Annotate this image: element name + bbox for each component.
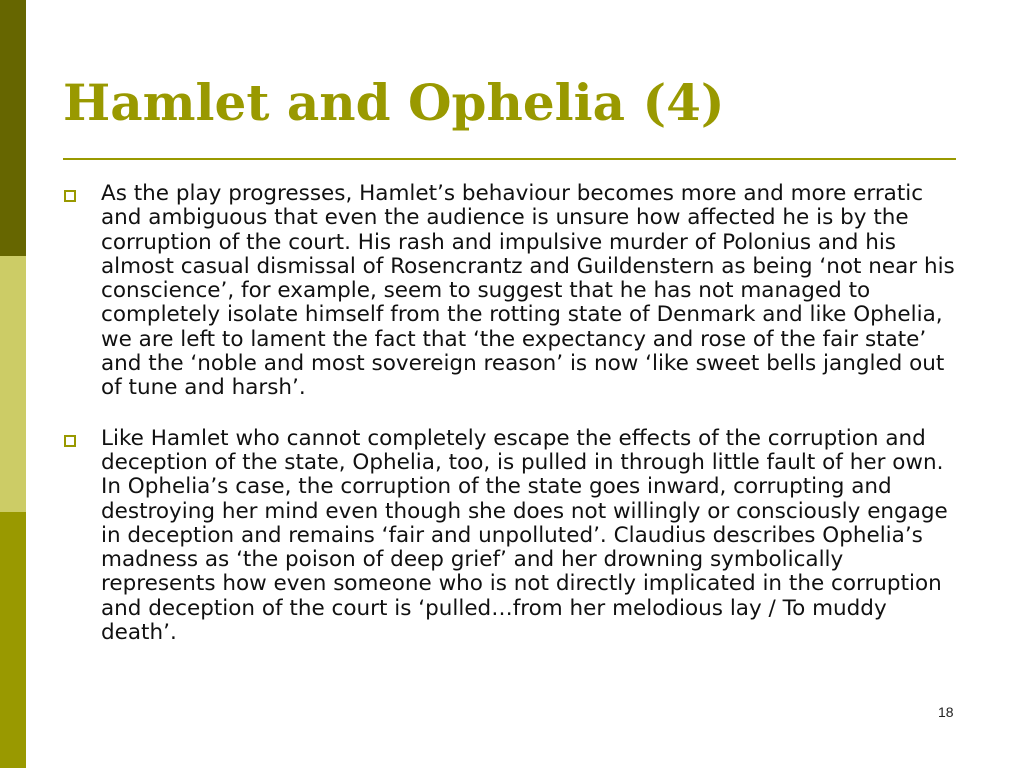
bullet-item-1 xyxy=(64,182,964,401)
bullet-item-2 xyxy=(64,427,964,646)
bullet-text-2: Like Hamlet who cannot completely escape the effects of the corruption and deception of the state, Ophelia, too, is pulled in through little fault of her own. In Ophelia’s case, the corruption of the state goes inward, corrupting and destroying her mind even though she does not willingly or consciously engage in deception and remains ‘fair and unpolluted’. Claudius describes Ophelia’s madness as ‘the poison of deep grief’ and her drowning symbolically represents how even someone who is not directly implicated in the corruption and deception of the court is ‘pulled…from her melodious lay / To muddy death’. xyxy=(101,425,948,646)
bullet-list xyxy=(64,182,964,645)
side-band-top xyxy=(0,0,26,256)
slide-title: Hamlet and Ophelia (4) xyxy=(63,73,725,132)
hollow-square-bullet-icon xyxy=(64,190,76,202)
side-band-middle xyxy=(0,256,26,512)
slide-page-number: 18 xyxy=(938,704,954,720)
bullet-text-1: As the play progresses, Hamlet’s behaviour becomes more and more erratic and ambiguous that even the audience is unsure how affected he is by the corruption of the court. His rash and impulsive murder of Polonius and his almost casual dismissal of Rosencrantz and Guildenstern as being ‘not near his conscience’, for example, seem to suggest that he has not managed to completely isolate himself from the rotting state of Denmark and like Ophelia, we are left to lament the fact that ‘the expectancy and rose of the fair state’ and the ‘noble and most sovereign reason’ is now ‘like sweet bells jangled out of tune and harsh’. xyxy=(101,181,955,401)
hollow-square-bullet-icon xyxy=(64,435,76,447)
side-band-bottom xyxy=(0,512,26,768)
title-underline-divider xyxy=(63,158,956,160)
